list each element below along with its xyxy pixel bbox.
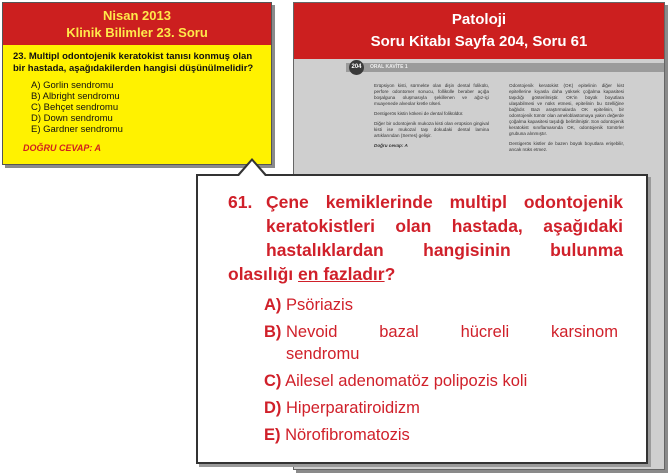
exam-question-text: 23. Multipl odontojenik keratokist tanısı konmuş olan bir hastada, aşağıdakilerden hangisi düşünülmelidir? xyxy=(13,51,254,74)
option-word: Nevoid xyxy=(286,323,338,341)
question-number: 61. xyxy=(228,192,253,212)
correct-answer-label: DOĞRU CEVAP: A xyxy=(23,143,102,153)
page-paragraph: Dentigerös kistler de bazen büyük boyutlara erişebilir, ancak nüks etmez. xyxy=(509,141,624,152)
callout-options xyxy=(264,294,618,451)
question-line: olasılığı xyxy=(228,264,294,284)
question-line: Çene kemiklerinde multipl odontojenik xyxy=(266,192,623,212)
option-text-continued: sendromu xyxy=(286,345,360,363)
page-number-badge: 204 xyxy=(349,60,364,75)
option-letter: B) xyxy=(264,323,282,341)
option-letter: D) xyxy=(264,399,282,417)
exam-option: B) Albright sendromu xyxy=(31,91,120,102)
option-d xyxy=(264,397,618,419)
page-column-right xyxy=(509,83,624,157)
option-letter: E) xyxy=(264,426,281,444)
exam-options-list xyxy=(3,74,271,135)
question-line: hastalıklardan hangisinin bulunma xyxy=(266,240,623,260)
book-card-header xyxy=(294,3,664,59)
option-letter: A) xyxy=(264,296,282,314)
page-chapter-tag: ORAL KAVİTE 1 xyxy=(370,64,408,70)
option-word: hücreli xyxy=(460,323,510,341)
question-mark: ? xyxy=(384,264,396,284)
question-emphasis: en fazladır xyxy=(298,264,385,284)
exam-section-title: Klinik Bilimler 23. Soru xyxy=(66,25,208,40)
exam-option: C) Behçet sendromu xyxy=(31,102,119,113)
page-column-left xyxy=(374,83,489,153)
callout-question xyxy=(228,190,623,286)
book-subject-title: Patoloji xyxy=(451,11,507,28)
exam-option: D) Down sendromu xyxy=(31,113,113,124)
page-paragraph: Erüpsiyon kisti, sürmekte olan dişin dental folikülü, perfore odontomer sonucu, follikülle beraber açığa boşalguna oluşmasıyla şekillenen ve ağız-içi muayenede alveolar kretle ülseri. xyxy=(374,83,489,106)
page-answer-line: Doğru cevap: A xyxy=(374,143,408,148)
page-paragraph: Diğer bir odontojenik mukoza kisti olan erüpsion gingival kisti ise mukozal taşı dokudaki dental lamina artıklarından (Serres) gelişir. xyxy=(374,121,489,138)
option-text: Nörofibromatozis xyxy=(285,426,410,444)
option-c xyxy=(264,370,618,392)
bubble-tail-fill xyxy=(239,161,265,176)
option-text: Ailesel adenomatöz polipozis koli xyxy=(285,372,528,390)
option-word: bazal xyxy=(379,323,419,341)
option-text: Hiperparatiroidizm xyxy=(286,399,420,417)
option-b xyxy=(264,321,618,365)
option-word: karsinom xyxy=(551,323,618,341)
page-paragraph: Odontojenik keratokist (OK) epitelinin diğer kist epitellerine kıyasla daha yüksek çoğalma kapasitesi taşıdığı gösterilmiştir. OK'in büyük boyutlara ulaşabilmesi ve nüks etmesi, epitelinin bu özelliğine bağlıdır. Bazı araştırmalarda OK epitelinin, bir odontojenik tümör olan ameloblastomaya yakın değerde çoğalma kapasitesi taşıdığı belirtilmiştir. Son odontojenik keratokist sınıflamasında OK, odontojenik tümörler grubuna alınmıştır. xyxy=(509,83,624,136)
option-text: Psöriazis xyxy=(286,296,353,314)
page-paragraph: Dentigerös kistin kökeni de dental foliküldür. xyxy=(374,111,464,116)
book-question-callout xyxy=(196,174,648,464)
exam-question-card xyxy=(2,2,272,165)
exam-card-header xyxy=(3,3,271,45)
question-line: keratokistleri olan hastada, aşağıdaki xyxy=(266,216,623,236)
exam-date-title: Nisan 2013 xyxy=(103,8,171,23)
option-letter: C) xyxy=(264,372,282,390)
exam-option: A) Gorlin sendromu xyxy=(31,80,114,91)
book-reference-title: Soru Kitabı Sayfa 204, Soru 61 xyxy=(370,33,588,50)
exam-option: E) Gardner sendromu xyxy=(31,124,123,135)
option-e xyxy=(264,424,618,446)
option-a xyxy=(264,294,618,316)
